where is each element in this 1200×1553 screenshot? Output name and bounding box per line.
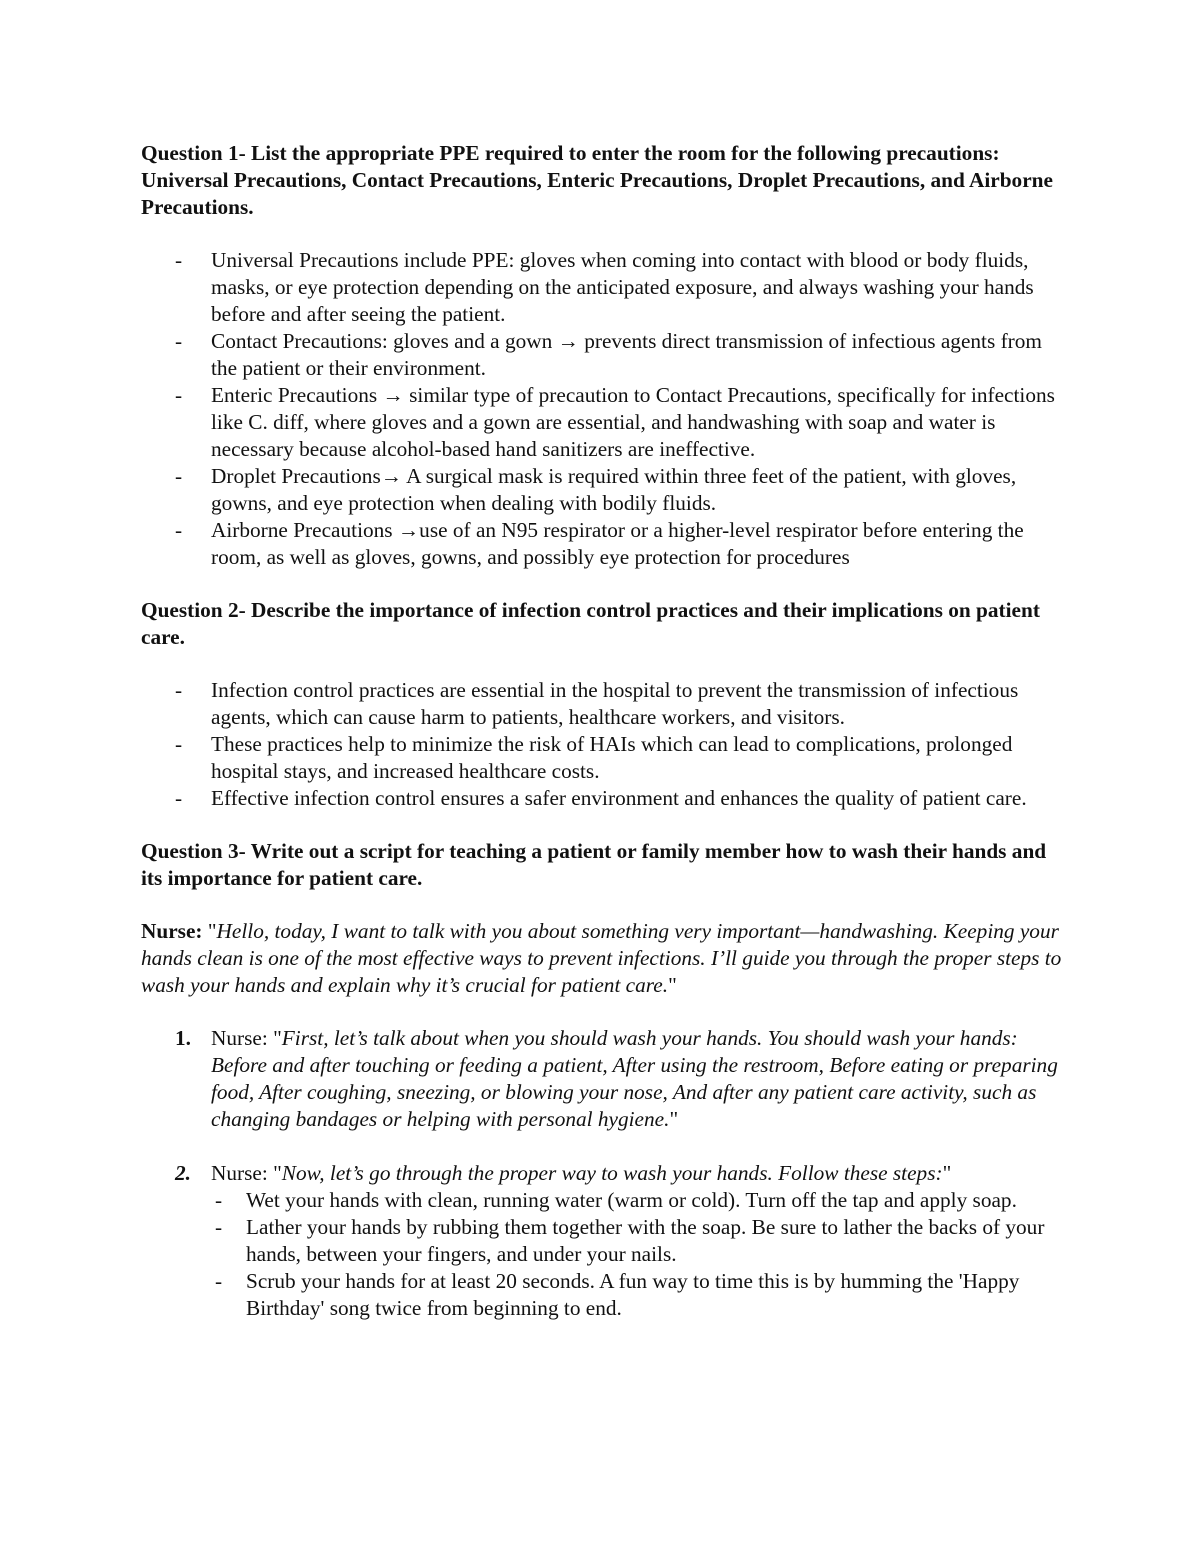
bullet-dash: - xyxy=(175,678,183,702)
list-item-text: Scrub your hands for at least 20 seconds. A fun way to time this is by humming the 'Happy Birthday' song twice from beginning to end. xyxy=(246,1269,1020,1320)
bullet-dash: - xyxy=(175,518,183,542)
spacer xyxy=(141,1133,1071,1160)
intro-speech: Hello, today, I want to talk with you about something very important—handwashing. Keeping your hands clean is one of the most effective ways to prevent infections. I’ll guide you through the proper steps to wash your hands and explain why it’s crucial for patient care. xyxy=(141,919,1062,997)
spacer xyxy=(141,812,1071,838)
step-speaker: Nurse: " xyxy=(211,1026,282,1050)
list-item-text: These practices help to minimize the risk of HAIs which can lead to complications, prolonged hospital stays, and increased healthcare costs. xyxy=(211,732,1013,783)
list-item xyxy=(141,731,1071,785)
bullet-dash: - xyxy=(175,329,183,353)
list-item xyxy=(211,1214,1071,1268)
script-intro xyxy=(141,918,1071,999)
spacer xyxy=(141,651,1071,677)
question-3-heading: Question 3- Write out a script for teaching a patient or family member how to wash their hands and its importance for patient care. xyxy=(141,839,1047,890)
bullet-dash: - xyxy=(175,732,183,756)
quote-close: " xyxy=(668,973,677,997)
list-item xyxy=(141,382,1071,463)
spacer xyxy=(141,892,1071,918)
list-item xyxy=(141,463,1071,517)
quote-close: " xyxy=(669,1107,679,1131)
list-item xyxy=(211,1268,1071,1322)
list-item-text: Wet your hands with clean, running water (warm or cold). Turn off the tap and apply soap. xyxy=(246,1188,1017,1212)
bullet-dash: - xyxy=(175,383,183,407)
script-step xyxy=(141,1025,1071,1133)
step-speech: Now, let’s go through the proper way to wash your hands. Follow these steps: xyxy=(281,1161,943,1185)
list-item-text: Enteric Precautions → similar type of precaution to Contact Precautions, specifically for infections like C. diff, where gloves and a gown are essential, and handwashing with soap and water is necessary because alcohol-based hand sanitizers are ineffective. xyxy=(211,383,1055,461)
list-item-text: Droplet Precautions→ A surgical mask is required within three feet of the patient, with gloves, gowns, and eye protection when dealing with bodily fluids. xyxy=(211,464,1017,515)
question-1-heading: Question 1- List the appropriate PPE required to enter the room for the following precautions: Universal Precautions, Contact Precautions, Enteric Precautions, Droplet Precautions, and Airborne Precautions. xyxy=(141,141,1053,219)
script-steps xyxy=(141,1025,1071,1322)
document-page xyxy=(141,140,1071,1322)
bullet-dash: - xyxy=(215,1188,223,1212)
list-item-text: Lather your hands by rubbing them together with the soap. Be sure to lather the backs of your hands, between your fingers, and under your nails. xyxy=(246,1215,1045,1266)
question-1-answer-list xyxy=(141,247,1071,571)
spacer xyxy=(141,571,1071,597)
list-item xyxy=(141,785,1071,812)
list-item xyxy=(211,1187,1071,1214)
list-item xyxy=(141,677,1071,731)
list-item xyxy=(141,328,1071,382)
spacer xyxy=(141,221,1071,247)
quote-open: " xyxy=(202,919,217,943)
step-number: 1. xyxy=(175,1026,191,1050)
step-speaker: Nurse: " xyxy=(211,1161,282,1185)
list-item-text: Airborne Precautions →use of an N95 respirator or a higher-level respirator before entering the room, as well as gloves, gowns, and possibly eye protection for procedures xyxy=(211,518,1024,569)
list-item-text: Infection control practices are essential in the hospital to prevent the transmission of infectious agents, which can cause harm to patients, healthcare workers, and visitors. xyxy=(211,678,1019,729)
bullet-dash: - xyxy=(175,464,183,488)
bullet-dash: - xyxy=(175,786,183,810)
step-number: 2. xyxy=(175,1161,191,1185)
step-speech: First, let’s talk about when you should wash your hands. You should wash your hands: Before and after touching or feeding a patient, After using the restroom, Before eating or preparing food, After coughing, sneezing, or blowing your nose, And after any patient care activity, such as changing bandages or helping with personal hygiene. xyxy=(211,1026,1058,1131)
spacer xyxy=(141,999,1071,1025)
bullet-dash: - xyxy=(215,1269,223,1293)
list-item-text: Effective infection control ensures a safer environment and enhances the quality of patient care. xyxy=(211,786,1027,810)
bullet-dash: - xyxy=(215,1215,223,1239)
question-2-heading: Question 2- Describe the importance of infection control practices and their implications on patient care. xyxy=(141,598,1040,649)
question-2-answer-list xyxy=(141,677,1071,812)
list-item-text: Universal Precautions include PPE: gloves when coming into contact with blood or body fluids, masks, or eye protection depending on the anticipated exposure, and always washing your hands before and after seeing the patient. xyxy=(211,248,1034,326)
bullet-dash: - xyxy=(175,248,183,272)
list-item xyxy=(141,247,1071,328)
script-step xyxy=(141,1160,1071,1322)
list-item xyxy=(141,517,1071,571)
quote-close: " xyxy=(942,1161,952,1185)
list-item-text: Contact Precautions: gloves and a gown → prevents direct transmission of infectious agents from the patient or their environment. xyxy=(211,329,1042,380)
handwashing-substeps xyxy=(211,1187,1071,1322)
speaker-label: Nurse: xyxy=(141,919,203,943)
